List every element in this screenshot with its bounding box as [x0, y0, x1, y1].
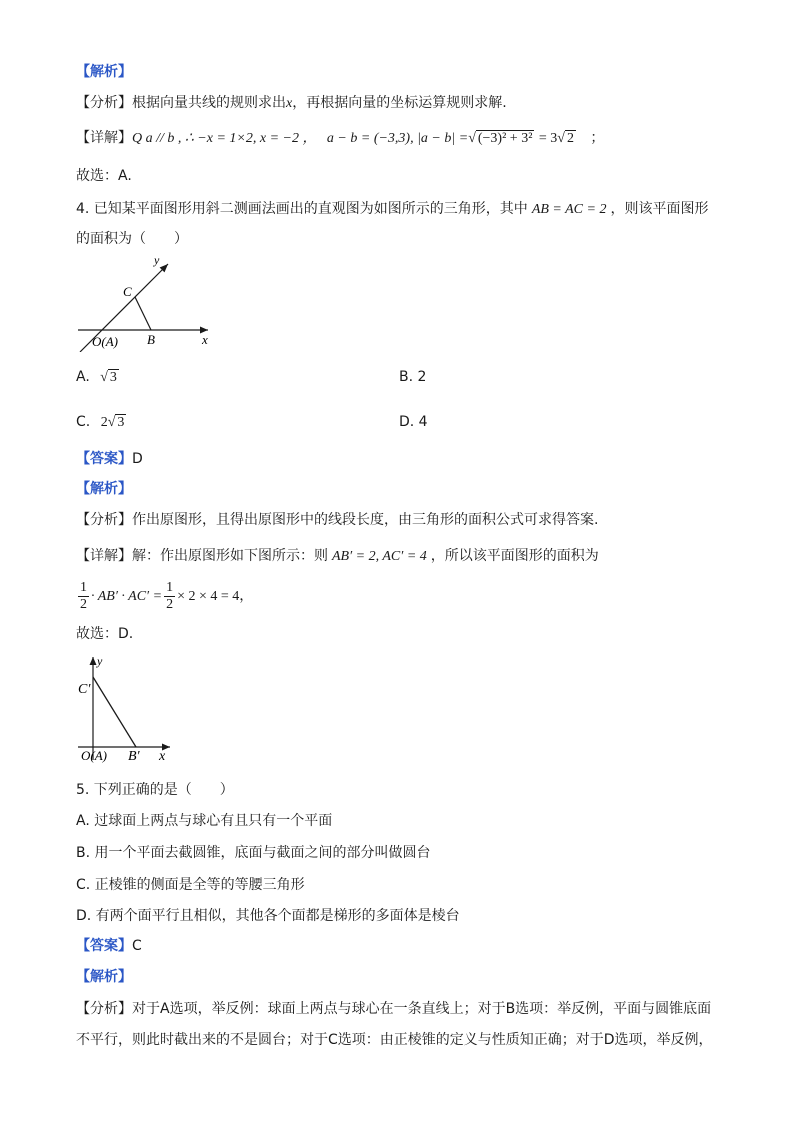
q5-option-d: D. 有两个面平行且相似，其他各个面都是梯形的多面体是棱台 — [76, 908, 460, 924]
fig1-label-y: y — [154, 253, 160, 267]
q5-option-a: A. 过球面上两点与球心有且只有一个平面 — [76, 813, 333, 829]
q4-option-c: C. 2√ 3 — [76, 414, 125, 430]
y-axis-2-arrow — [90, 657, 97, 665]
q4-choice: 故选：D. — [76, 626, 134, 642]
q4-analysis-heading: 【解析】 — [76, 481, 132, 497]
formula-frac-1: $\frac{1}{2}$ — [80, 579, 87, 612]
q3-detail-part-c: = 3 — [538, 131, 558, 146]
fig2-label-x: x — [159, 749, 166, 764]
q4-stem-tail: ，则该平面图形 — [610, 201, 709, 217]
q4-detail-tail: ，所以该平面图形的面积为 — [430, 548, 599, 564]
q3-detail-label: 【详解】 — [76, 130, 132, 146]
q4-detail-math: AB′ = 2, AC′ = 4 — [332, 549, 427, 564]
q4-stem-math: AB = AC = 2 — [531, 202, 607, 217]
q5-answer — [76, 936, 142, 956]
q5-analysis-line1: 【分析】对于A选项，举反例：球面上两点与球心在一条直线上；对于B选项：举反例，平面与圆锥底面 — [76, 1001, 712, 1017]
q5-stem: 5. 下列正确的是（ ） — [76, 782, 234, 798]
q5-option-c: C. 正棱锥的侧面是全等的等腰三角形 — [76, 877, 305, 893]
fig1-label-oa: O(A) — [92, 334, 118, 349]
q4-formula — [76, 578, 253, 615]
formula-frac-2: $\frac{1}{2}$ — [166, 579, 174, 612]
q4-option-c-label: C. — [76, 414, 91, 430]
q5-answer-tag: 【答案】 — [76, 938, 132, 954]
fig1-label-c: C — [123, 284, 132, 299]
q4-option-a-value: 3 — [109, 370, 117, 385]
formula-comma: ， — [239, 588, 254, 604]
q5-option-b: B. 用一个平面去截圆锥，底面与截面之间的部分叫做圆台 — [76, 845, 431, 861]
fig2-label-c: C′ — [78, 682, 91, 697]
q4-option-c-value: 3 — [117, 415, 125, 430]
q4-stem-line2: 的面积为（ ） — [76, 231, 188, 247]
q4-answer — [76, 449, 143, 469]
q4-analysis: 【分析】作出原图形，且得出原图形中的线段长度，由三角形的面积公式可求得答案. — [76, 512, 599, 528]
q3-detail-end: ； — [590, 130, 605, 146]
q4-answer-value: D — [132, 451, 143, 467]
q4-detail — [76, 546, 599, 567]
q4-detail-text: 【详解】解：作出原图形如下图所示：则 — [76, 548, 328, 564]
q3-analysis-tail: ，再根据向量的坐标运算规则求解. — [292, 95, 507, 111]
q4-stem-line1 — [76, 199, 708, 220]
segment-cb — [135, 297, 151, 330]
q3-choice: 故选：A. — [76, 168, 132, 184]
fig1-label-b: B — [147, 332, 155, 347]
q3-analysis-text: 【分析】根据向量共线的规则求出 — [76, 95, 286, 111]
q5-analysis-heading: 【解析】 — [76, 969, 132, 985]
q4-option-a: A. √ 3 — [76, 369, 117, 385]
q3-detail-part-a: Q a // b , ∴ −x = 1×2, x = −2 ， — [132, 131, 317, 146]
q4-answer-tag: 【答案】 — [76, 451, 132, 467]
q3-detail-root: (−3)² + 3² — [477, 131, 533, 146]
fig2-label-oa: O(A) — [81, 748, 107, 763]
formula-mid: · AB′ · AC′ = — [91, 589, 163, 604]
q3-detail-root-2: 2 — [566, 131, 574, 146]
q4-option-a-label: A. — [76, 369, 90, 385]
q3-detail-part-b: a − b = (−3,3), |a − b| = — [326, 131, 469, 146]
formula-end: × 2 × 4 = 4 — [177, 589, 240, 604]
q3-analysis-var: x — [286, 96, 293, 111]
fig1-label-x: x — [202, 332, 208, 347]
segment-cb2 — [93, 677, 136, 747]
analysis-heading: 【解析】 — [76, 64, 132, 80]
fig2-label-y: y — [97, 654, 103, 668]
q5-analysis-line2: 不平行，则此时截出来的不是圆台；对于C选项：由正棱锥的定义与性质知正确；对于D选项，举反例， — [76, 1032, 713, 1048]
q3-detail: 【详解】Q a // b , ∴ −x = 1×2, x = −2 ， a − b = (−3,3), |a − b| =√ (−3)² + 3² = 3√ 2 ； — [76, 130, 605, 146]
q4-figure-oblique — [70, 252, 220, 352]
fig2-label-b: B′ — [128, 749, 140, 764]
q4-stem-text: 4. 已知某平面图形用斜二测画法画出的直观图为如图所示的三角形，其中 — [76, 201, 528, 217]
q3-analysis — [76, 93, 507, 114]
q5-answer-value: C — [132, 938, 142, 954]
q4-option-b: B. 2 — [399, 369, 427, 385]
q4-option-d: D. 4 — [399, 414, 428, 430]
q4-figure-original — [72, 650, 182, 768]
q4-option-c-coef: 2 — [100, 415, 108, 430]
